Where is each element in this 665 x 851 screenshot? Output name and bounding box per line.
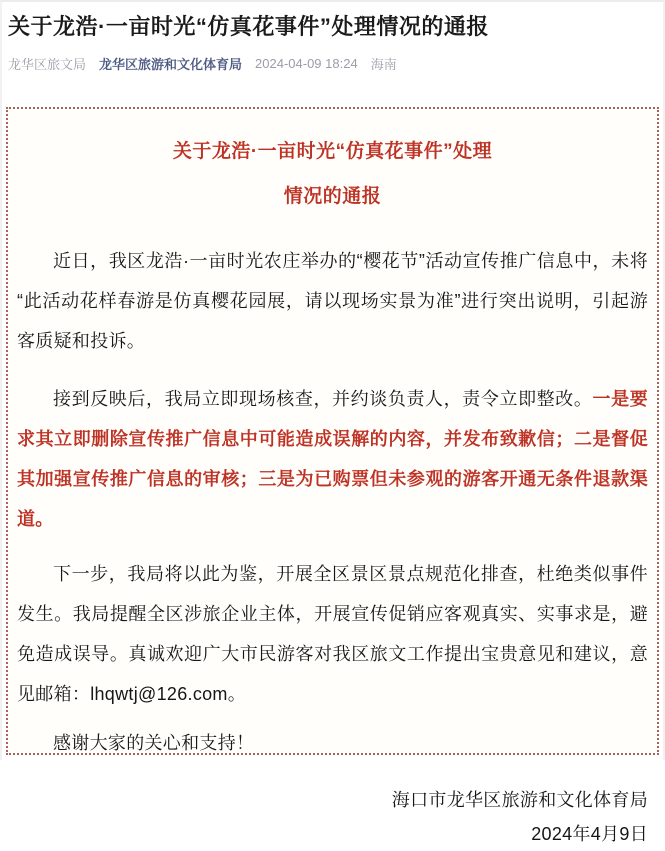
paragraph-measures — [17, 379, 648, 539]
paragraph-next-steps: 下一步，我局将以此为鉴，开展全区景区景点规范化排查，杜绝类似事件发生。我局提醒全区涉旅企业主体，开展宣传促销应客观真实、实事求是，避免造成误导。真诚欢迎广大市民游客对我区旅文工作提出宝贵意见和建议，意见邮箱：lhqwtj@126.com。 — [17, 564, 648, 704]
paragraph-measures-intro: 接到反映后，我局立即现场核查，并约谈负责人，责令立即整改。 — [53, 389, 593, 409]
signoff-block — [17, 783, 648, 851]
paragraph-incident: 近日，我区龙浩·一亩时光农庄举办的“樱花节”活动宣传推广信息中，未将“此活动花样春游是仿真樱花园展，请以现场实景为准”进行突出说明，引起游客质疑和投诉。 — [17, 251, 648, 351]
notice-title-line2: 情况的通报 — [283, 186, 382, 207]
notice-title-line1: 关于龙浩·一亩时光“仿真花事件”处理 — [172, 141, 493, 162]
signoff-date: 2024年4月9日 — [531, 824, 648, 844]
article-meta — [8, 54, 655, 72]
source-short-label: 龙华区旅文局 — [8, 56, 87, 72]
thanks-line: 感谢大家的关心和支持！ — [53, 733, 255, 753]
publish-location: 海南 — [370, 56, 397, 72]
paragraph-measures-highlight: 一是要求其立即删除宣传推广信息中可能造成误解的内容，并发布致歉信；二是督促其加强宣传推广信息的审核；三是为已购票但未参观的游客开通无条件退款渠道。 — [17, 389, 648, 529]
page-title: 关于龙浩·一亩时光“仿真花事件”处理情况的通报 — [8, 14, 489, 39]
signoff-agency: 海口市龙华区旅游和文化体育局 — [391, 790, 648, 810]
notice-box — [6, 107, 659, 844]
source-publisher-link[interactable]: 龙华区旅游和文化体育局 — [99, 56, 243, 72]
notice-title — [17, 129, 648, 219]
publish-datetime: 2024-04-09 18:24 — [255, 55, 358, 71]
